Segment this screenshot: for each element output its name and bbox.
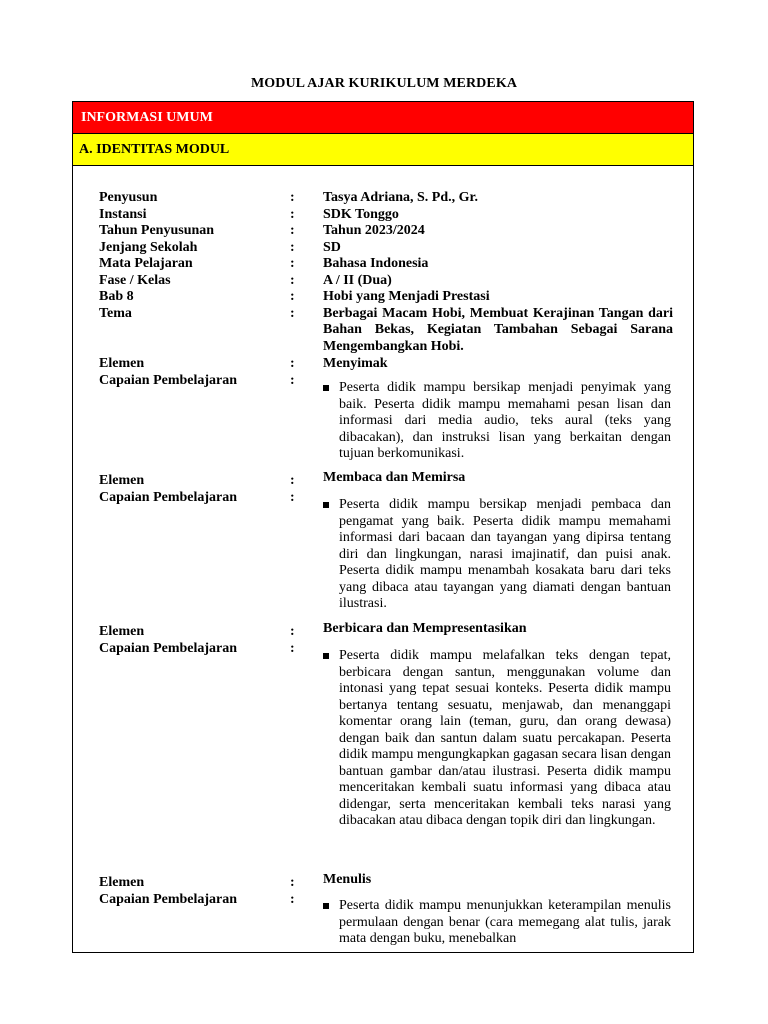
colon: : xyxy=(290,372,295,388)
square-bullet-icon xyxy=(323,502,329,508)
value-fase-kelas: A / II (Dua) xyxy=(323,272,392,288)
square-bullet-icon xyxy=(323,385,329,391)
colon: : xyxy=(290,875,295,890)
colon: : xyxy=(290,356,295,371)
element-name-menulis: Menulis xyxy=(323,872,372,887)
document-title: MODUL AJAR KURIKULUM MERDEKA xyxy=(250,76,518,91)
capaian-menyimak xyxy=(323,380,671,463)
label-instansi: Instansi xyxy=(99,206,147,222)
colon: : xyxy=(290,256,295,271)
label-penyusun: Penyusun xyxy=(99,190,158,205)
label-bab: Bab 8 xyxy=(99,289,134,304)
module-table xyxy=(72,101,694,953)
capaian-membaca-memirsa xyxy=(323,497,671,613)
label-mata-pelajaran: Mata Pelajaran xyxy=(99,256,193,271)
value-penyusun: Tasya Adriana, S. Pd., Gr. xyxy=(323,190,478,205)
section-informasi-umum: INFORMASI UMUM xyxy=(73,102,693,134)
colon: : xyxy=(290,206,295,222)
value-jenjang-sekolah: SD xyxy=(323,239,341,255)
capaian-text: Peserta didik mampu bersikap menjadi pembaca dan pengamat yang baik. Peserta didik mampu memahami informasi dari bacaan dan tayangan yang dipirsa tentang diri dan lingkungan, narasi imajinatif, dan puisi anak. Peserta didik mampu menambah kosakata baru dari teks yang dibaca atau tayangan yang diamati dengan bantuan ilustrasi. xyxy=(339,497,671,611)
colon: : xyxy=(290,190,295,205)
element-name-menyimak: Menyimak xyxy=(323,356,388,371)
label-tema: Tema xyxy=(99,305,132,321)
capaian-berbicara xyxy=(323,648,671,830)
label-capaian: Capaian Pembelajaran xyxy=(99,489,238,505)
colon: : xyxy=(290,239,295,255)
colon: : xyxy=(290,892,295,907)
label-tahun-penyusunan: Tahun Penyusunan xyxy=(99,223,215,238)
label-fase-kelas: Fase / Kelas xyxy=(99,272,171,288)
label-elemen: Elemen xyxy=(99,356,145,371)
capaian-text: Peserta didik mampu melafalkan teks dengan tepat, berbicara dengan santun, menggunakan volume dan intonasi yang tepat sesuai konteks. Peserta didik mampu bertanya tentang sesuatu, menjawab, dan menanggapi komentar orang lain (teman, guru, dan orang dewasa) dengan baik dan santun dalam suatu percakapan. Peserta didik mampu mengungkapkan gagasan secara lisan dengan bantuan gambar dan/atau ilustrasi. Peserta didik mampu menceritakan kembali suatu informasi yang dibaca atau didengar, serta menceritakan kembali teks narasi yang dibacakan atau dibaca dengan topik diri dan lingkungan. xyxy=(339,648,671,828)
capaian-text: Peserta didik mampu menunjukkan keterampilan menulis permulaan dengan benar (cara memegang alat tulis, jarak mata dengan buku, menebalkan xyxy=(339,898,671,946)
label-elemen: Elemen xyxy=(99,875,145,890)
colon: : xyxy=(290,489,295,505)
label-elemen: Elemen xyxy=(99,473,145,488)
value-mata-pelajaran: Bahasa Indonesia xyxy=(323,256,429,271)
colon: : xyxy=(290,624,295,639)
label-elemen: Elemen xyxy=(99,624,145,639)
value-instansi: SDK Tonggo xyxy=(323,206,399,222)
square-bullet-icon xyxy=(323,903,329,909)
element-name-membaca-memirsa: Membaca dan Memirsa xyxy=(323,470,466,485)
label-jenjang-sekolah: Jenjang Sekolah xyxy=(99,239,198,255)
colon: : xyxy=(290,473,295,488)
square-bullet-icon xyxy=(323,653,329,659)
element-name-berbicara: Berbicara dan Mempresentasikan xyxy=(323,621,527,636)
value-tema: Berbagai Macam Hobi, Membuat Kerajinan Tangan dari Bahan Bekas, Kegiatan Tambahan Sebagai Sarana Mengembangkan Hobi. xyxy=(323,305,673,354)
capaian-text: Peserta didik mampu bersikap menjadi penyimak yang baik. Peserta didik mampu memahami pesan lisan dan informasi dari media audio, teks aural (teks yang dibacakan), dan instruksi lisan yang berkaitan dengan tujuan berkomunikasi. xyxy=(339,380,671,461)
label-capaian: Capaian Pembelajaran xyxy=(99,372,238,388)
capaian-menulis xyxy=(323,898,671,948)
colon: : xyxy=(290,272,295,288)
value-bab: Hobi yang Menjadi Prestasi xyxy=(323,289,490,304)
section-identitas-modul: A. IDENTITAS MODUL xyxy=(73,134,693,166)
colon: : xyxy=(290,223,295,238)
label-capaian: Capaian Pembelajaran xyxy=(99,892,238,907)
colon: : xyxy=(290,641,295,656)
value-tahun-penyusunan: Tahun 2023/2024 xyxy=(323,223,425,238)
colon: : xyxy=(290,305,295,321)
colon: : xyxy=(290,289,295,304)
label-capaian: Capaian Pembelajaran xyxy=(99,641,238,656)
